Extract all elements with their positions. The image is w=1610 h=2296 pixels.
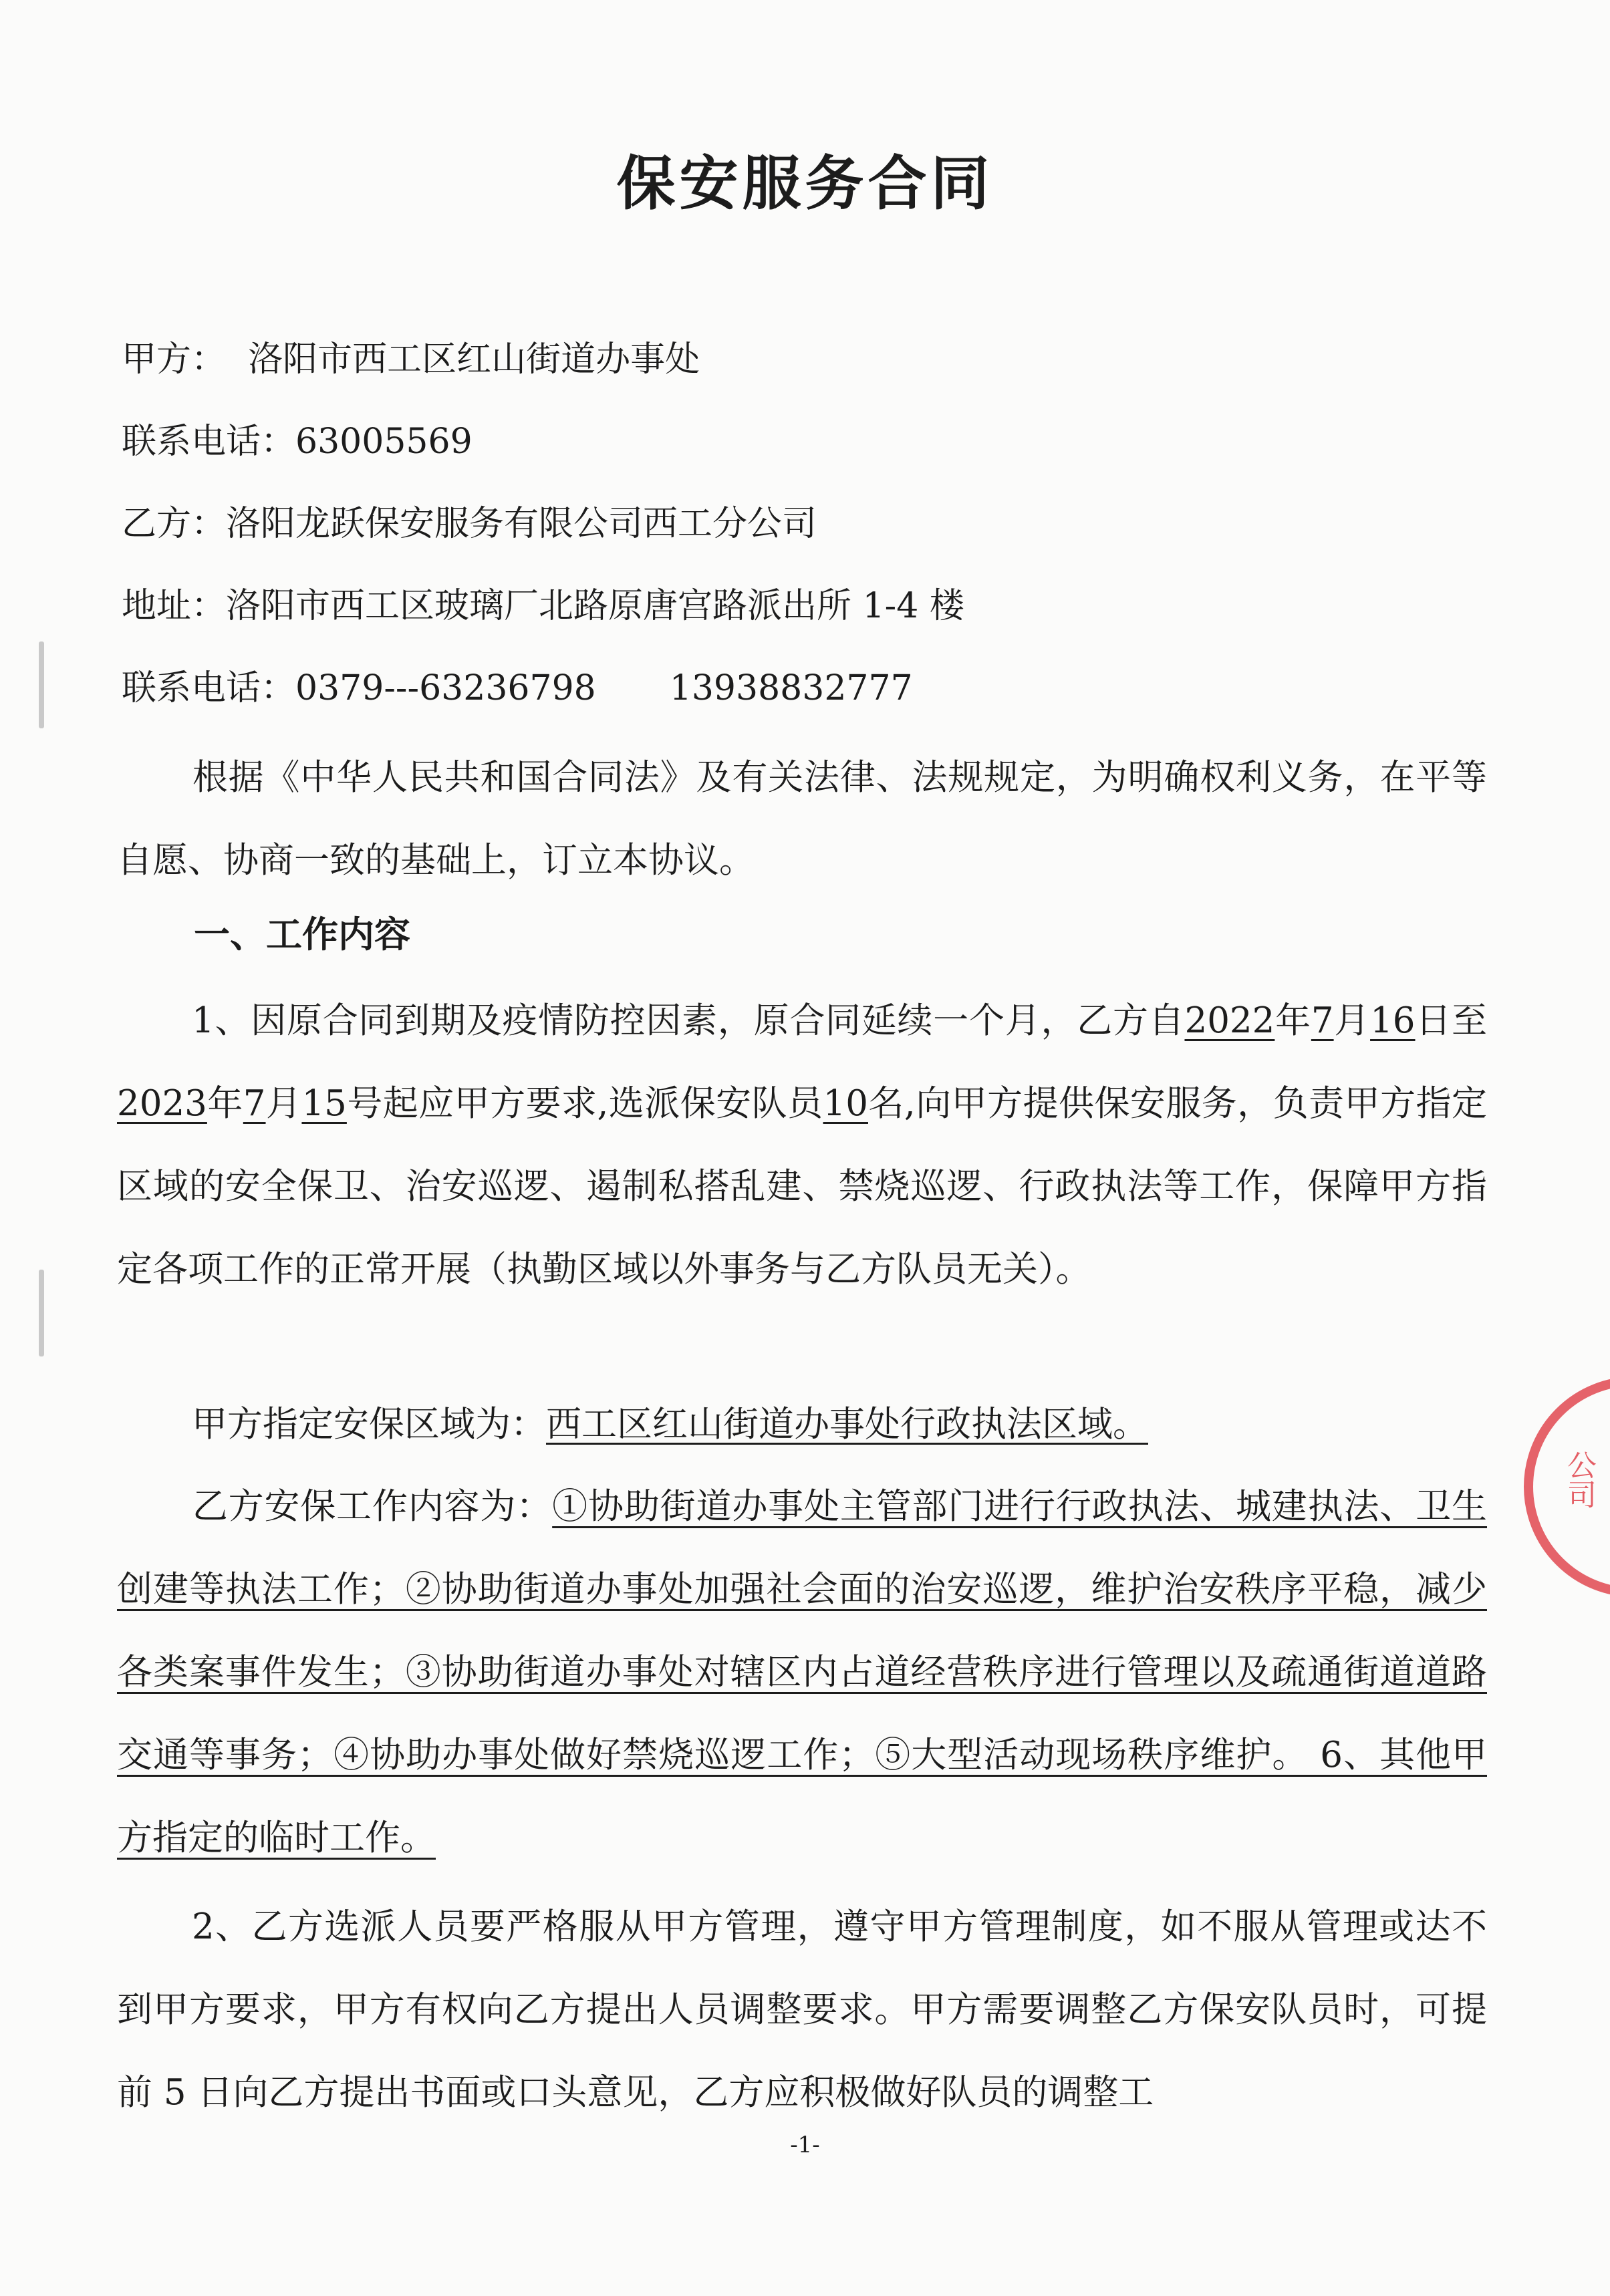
start-day: 16 <box>1370 1000 1416 1041</box>
month-char: 月 <box>1333 1000 1371 1041</box>
start-month: 7 <box>1311 1000 1334 1041</box>
party-a-phone-label: 联系电话： <box>122 422 296 462</box>
year-char: 年 <box>207 1083 243 1124</box>
preamble-paragraph <box>117 736 1487 902</box>
party-a-name: 洛阳市西工区红山街道办事处 <box>248 339 700 380</box>
party-b-phone-value: 0379---63236798 <box>295 668 596 708</box>
designated-area-value: 西工区红山街道办事处行政执法区域。 <box>546 1404 1148 1445</box>
party-b-address-label: 地址： <box>122 586 227 626</box>
document-title: 保安服务合同 <box>616 149 994 218</box>
party-a-phone-line <box>122 422 473 462</box>
duties-paragraph <box>117 1465 1487 1880</box>
clause-1-text: 1、因原合同到期及疫情防控因素，原合同延续一个月，乙方自 <box>192 1000 1185 1041</box>
seal-stamp-text: 公司 <box>1562 1450 1596 1509</box>
duties-label: 乙方安保工作内容为： <box>192 1486 553 1527</box>
party-b-phone-line <box>122 668 913 708</box>
start-year: 2022 <box>1184 1000 1275 1041</box>
party-b-line <box>122 504 817 544</box>
staple-mark <box>39 1270 44 1356</box>
party-b-name: 洛阳龙跃保安服务有限公司西工分公司 <box>226 504 817 544</box>
clause-1-paragraph <box>117 980 1487 1311</box>
party-a-label: 甲方： <box>122 339 227 380</box>
clause-2-paragraph <box>117 1886 1487 2134</box>
staple-mark <box>39 641 44 728</box>
end-year: 2023 <box>117 1083 207 1124</box>
designated-area-line <box>117 1383 1487 1466</box>
section-heading-work-content: 一、工作内容 <box>194 913 410 956</box>
party-b-mobile-value: 13938832777 <box>669 668 913 708</box>
party-b-label: 乙方： <box>122 504 227 544</box>
clause-2-text: 2、乙方选派人员要严格服从甲方管理，遵守甲方管理制度，如不服从管理或达不到甲方要求，甲方有权向乙方提出人员调整要求。甲方需要调整乙方保安队员时，可提前 5 日向乙方提出书面或口头意见，乙方应积极做好队员的调整工 <box>117 1906 1487 2113</box>
page-number: -1- <box>790 2132 820 2158</box>
end-day: 15 <box>301 1083 347 1124</box>
party-a-phone-value: 63005569 <box>295 422 473 462</box>
duties-value: ①协助街道办事处主管部门进行行政执法、城建执法、卫生创建等执法工作；②协助街道办事处加强社会面的治安巡逻，维护治安秩序平稳，减少各类案事件发生；③协助街道办事处对辖区内占道经营秩序进行管理以及疏通街道道路交通等事务；④协助办事处做好禁烧巡逻工作；⑤大型活动现场秩序维护。 6、其他甲方指定的临时工作。 <box>117 1486 1488 1858</box>
preamble-text: 根据《中华人民共和国合同法》及有关法律、法规规定，为明确权利义务，在平等自愿、协商一致的基础上，订立本协议。 <box>117 757 1487 881</box>
party-b-address-value: 洛阳市西工区玻璃厂北路原唐宫路派出所 1-4 楼 <box>226 586 964 626</box>
party-b-address-line <box>122 586 964 626</box>
year-char: 年 <box>1274 1000 1311 1041</box>
party-b-phone-label: 联系电话： <box>122 668 296 708</box>
month-char: 月 <box>265 1083 302 1124</box>
clause-1-text: 号起应甲方要求,选派保安队员 <box>346 1083 823 1124</box>
party-a-line <box>122 339 700 380</box>
end-month: 7 <box>243 1083 266 1124</box>
designated-area-label: 甲方指定安保区域为： <box>192 1404 546 1445</box>
clause-1-text: 名,向甲方提供保安服务，负责甲方指定区域的安全保卫、治安巡逻、遏制私搭乱建、禁烧巡逻、行政执法等工作，保障甲方指定各项工作的正常开展（执勤区域以外事务与乙方队员无关）。 <box>117 1083 1487 1290</box>
clause-1-text: 日至 <box>1415 1000 1487 1041</box>
guard-count: 10 <box>823 1083 868 1124</box>
